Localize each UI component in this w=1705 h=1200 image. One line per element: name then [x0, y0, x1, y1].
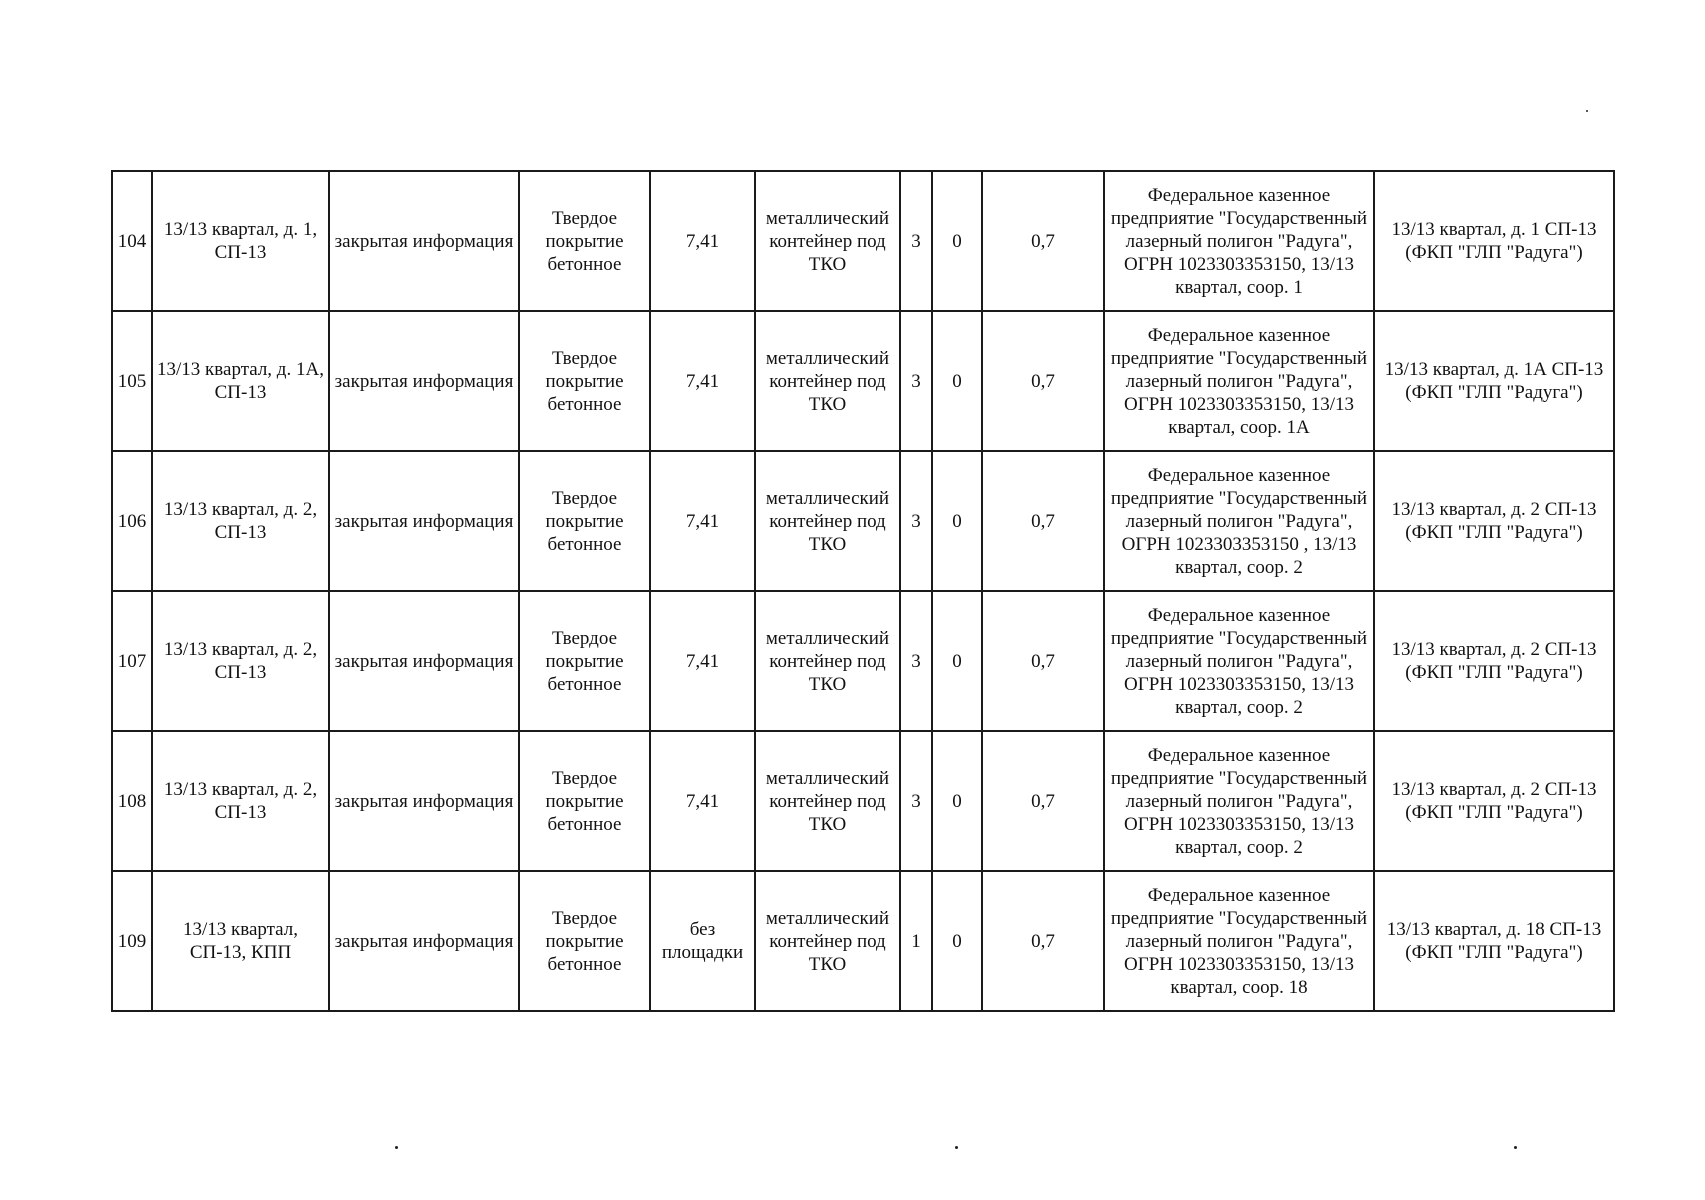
address-cell: 13/13 квартал, д. 1А, СП-13	[152, 311, 329, 451]
coordinates-cell: закрытая информация	[329, 451, 519, 591]
owner-cell: Федеральное казенное предприятие "Государственный лазерный полигон "Радуга", ОГРН 1023303353150, 13/13 квартал, соор. 1	[1104, 171, 1374, 311]
coordinates-cell: закрытая информация	[329, 591, 519, 731]
address-cell: 13/13 квартал, СП-13, КПП	[152, 871, 329, 1011]
area-cell: 7,41	[650, 451, 755, 591]
address-cell: 13/13 квартал, д. 2, СП-13	[152, 451, 329, 591]
table-row	[112, 871, 1614, 1011]
volume-cell: 0,7	[982, 311, 1104, 451]
waste-source-cell: 13/13 квартал, д. 18 СП-13 (ФКП "ГЛП "Радуга")	[1374, 871, 1614, 1011]
container-count-cell: 3	[900, 171, 932, 311]
container-count-cell: 1	[900, 871, 932, 1011]
surface-cell: Твердое покрытие бетонное	[519, 451, 650, 591]
container-type-cell: металлический контейнер под ТКО	[755, 871, 900, 1011]
table-row	[112, 171, 1614, 311]
table-row	[112, 591, 1614, 731]
volume-cell: 0,7	[982, 171, 1104, 311]
table-row	[112, 731, 1614, 871]
owner-cell: Федеральное казенное предприятие "Государственный лазерный полигон "Радуга", ОГРН 1023303353150, 13/13 квартал, соор. 2	[1104, 591, 1374, 731]
waste-source-cell: 13/13 квартал, д. 2 СП-13 (ФКП "ГЛП "Радуга")	[1374, 591, 1614, 731]
scan-speck	[1586, 110, 1588, 112]
volume-cell: 0,7	[982, 451, 1104, 591]
surface-cell: Твердое покрытие бетонное	[519, 171, 650, 311]
container-type-cell: металлический контейнер под ТКО	[755, 591, 900, 731]
row-number: 108	[112, 731, 152, 871]
surface-cell: Твердое покрытие бетонное	[519, 871, 650, 1011]
scan-speck	[955, 1146, 958, 1149]
container-existing-cell: 0	[932, 311, 982, 451]
owner-cell: Федеральное казенное предприятие "Государственный лазерный полигон "Радуга", ОГРН 1023303353150, 13/13 квартал, соор. 2	[1104, 731, 1374, 871]
area-cell: 7,41	[650, 171, 755, 311]
address-cell: 13/13 квартал, д. 1, СП-13	[152, 171, 329, 311]
container-existing-cell: 0	[932, 171, 982, 311]
container-existing-cell: 0	[932, 451, 982, 591]
container-type-cell: металлический контейнер под ТКО	[755, 171, 900, 311]
area-cell: 7,41	[650, 731, 755, 871]
container-type-cell: металлический контейнер под ТКО	[755, 731, 900, 871]
row-number: 109	[112, 871, 152, 1011]
container-count-cell: 3	[900, 311, 932, 451]
container-type-cell: металлический контейнер под ТКО	[755, 311, 900, 451]
row-number: 105	[112, 311, 152, 451]
area-cell: без площадки	[650, 871, 755, 1011]
container-existing-cell: 0	[932, 591, 982, 731]
container-existing-cell: 0	[932, 871, 982, 1011]
coordinates-cell: закрытая информация	[329, 311, 519, 451]
address-cell: 13/13 квартал, д. 2, СП-13	[152, 731, 329, 871]
area-cell: 7,41	[650, 311, 755, 451]
coordinates-cell: закрытая информация	[329, 731, 519, 871]
waste-source-cell: 13/13 квартал, д. 2 СП-13 (ФКП "ГЛП "Радуга")	[1374, 451, 1614, 591]
table-row	[112, 311, 1614, 451]
surface-cell: Твердое покрытие бетонное	[519, 731, 650, 871]
row-number: 107	[112, 591, 152, 731]
container-count-cell: 3	[900, 591, 932, 731]
surface-cell: Твердое покрытие бетонное	[519, 311, 650, 451]
container-count-cell: 3	[900, 731, 932, 871]
row-number: 104	[112, 171, 152, 311]
row-number: 106	[112, 451, 152, 591]
container-type-cell: металлический контейнер под ТКО	[755, 451, 900, 591]
coordinates-cell: закрытая информация	[329, 871, 519, 1011]
owner-cell: Федеральное казенное предприятие "Государственный лазерный полигон "Радуга", ОГРН 1023303353150, 13/13 квартал, соор. 18	[1104, 871, 1374, 1011]
waste-sites-table	[111, 170, 1615, 1012]
surface-cell: Твердое покрытие бетонное	[519, 591, 650, 731]
waste-source-cell: 13/13 квартал, д. 1А СП-13 (ФКП "ГЛП "Радуга")	[1374, 311, 1614, 451]
waste-source-cell: 13/13 квартал, д. 2 СП-13 (ФКП "ГЛП "Радуга")	[1374, 731, 1614, 871]
table-row	[112, 451, 1614, 591]
address-cell: 13/13 квартал, д. 2, СП-13	[152, 591, 329, 731]
owner-cell: Федеральное казенное предприятие "Государственный лазерный полигон "Радуга", ОГРН 1023303353150 , 13/13 квартал, соор. 2	[1104, 451, 1374, 591]
coordinates-cell: закрытая информация	[329, 171, 519, 311]
scan-speck	[395, 1146, 398, 1149]
volume-cell: 0,7	[982, 591, 1104, 731]
volume-cell: 0,7	[982, 731, 1104, 871]
area-cell: 7,41	[650, 591, 755, 731]
container-count-cell: 3	[900, 451, 932, 591]
volume-cell: 0,7	[982, 871, 1104, 1011]
waste-source-cell: 13/13 квартал, д. 1 СП-13 (ФКП "ГЛП "Радуга")	[1374, 171, 1614, 311]
table-body	[112, 171, 1614, 1011]
scan-speck	[1514, 1146, 1517, 1149]
owner-cell: Федеральное казенное предприятие "Государственный лазерный полигон "Радуга", ОГРН 1023303353150, 13/13 квартал, соор. 1А	[1104, 311, 1374, 451]
container-existing-cell: 0	[932, 731, 982, 871]
